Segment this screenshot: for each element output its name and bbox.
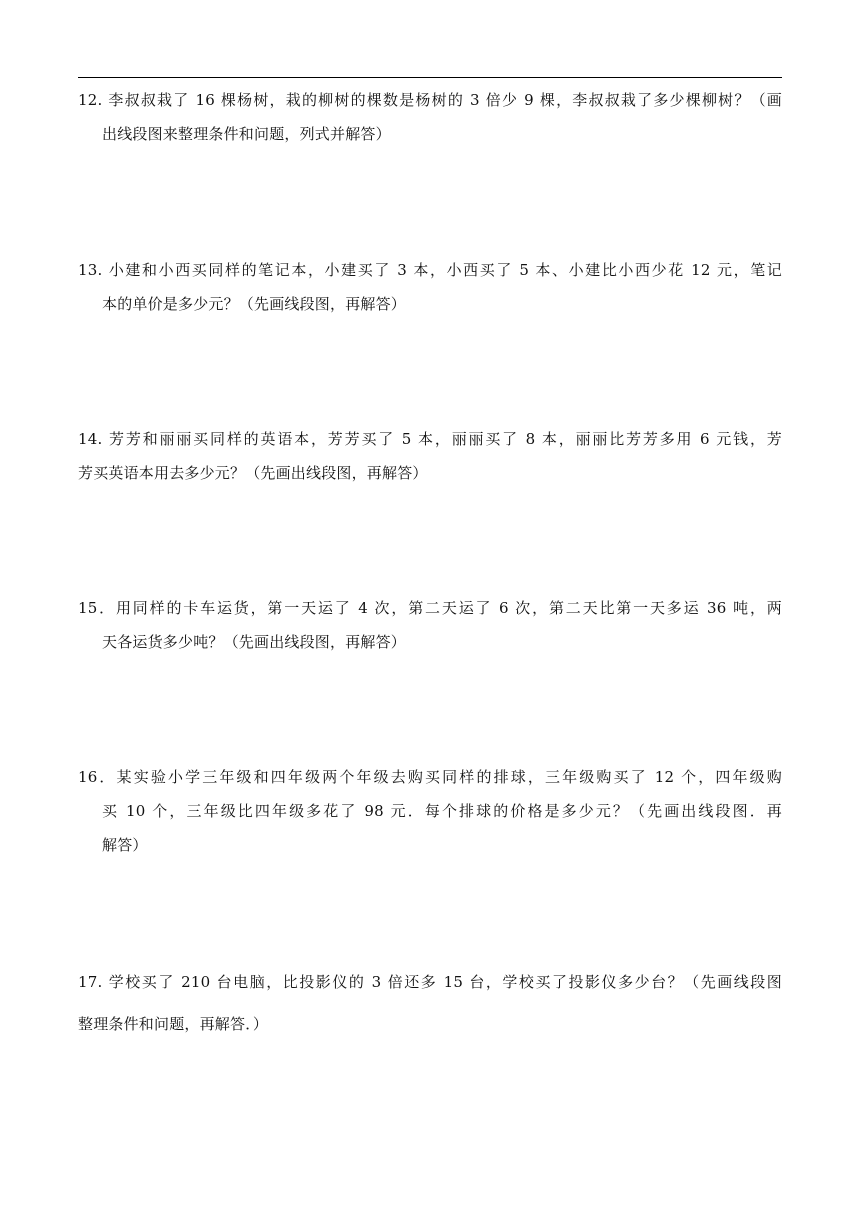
problem-15 [78,591,782,659]
problem-17-line-2: 整理条件和问题，再解答．） [78,1015,269,1033]
problem-15-line-1: 15．用同样的卡车运货，第一天运了 4 次，第二天运了 6 次，第二天比第一天多运 36 吨，两 [78,599,782,617]
problem-13 [78,253,782,321]
problem-16-line-2: 买 10 个，三年级比四年级多花了 98 元．每个排球的价格是多少元？（先画出线段图．再 [102,802,782,820]
problem-12-line-1: 12. 李叔叔栽了 16 棵杨树，栽的柳树的棵数是杨树的 3 倍少 9 棵，李叔叔栽了多少棵柳树？（画 [78,91,782,109]
problem-15-line-2: 天各运货多少吨？（先画出线段图，再解答） [102,633,407,651]
problem-17 [78,961,782,1045]
header-divider [78,77,782,78]
problem-16-line-3: 解答） [102,836,148,854]
problem-16 [78,760,782,862]
problem-12-line-2: 出线段图来整理条件和问题，列式并解答） [102,125,391,143]
problem-12 [78,83,782,151]
problem-14-line-1: 14. 芳芳和丽丽买同样的英语本，芳芳买了 5 本，丽丽买了 8 本，丽丽比芳芳多用 6 元钱，芳 [78,430,782,448]
problem-13-line-1: 13. 小建和小西买同样的笔记本，小建买了 3 本，小西买了 5 本、小建比小西少花 12 元，笔记 [78,261,782,279]
problem-14 [78,422,782,490]
problem-14-line-2: 芳买英语本用去多少元？（先画出线段图，再解答） [78,464,428,482]
problem-13-line-2: 本的单价是多少元？（先画线段图，再解答） [102,295,407,313]
problem-16-line-1: 16．某实验小学三年级和四年级两个年级去购买同样的排球，三年级购买了 12 个，四年级购 [78,768,782,786]
problem-17-line-1: 17. 学校买了 210 台电脑，比投影仪的 3 倍还多 15 台，学校买了投影仪多少台？（先画线段图 [78,973,782,991]
